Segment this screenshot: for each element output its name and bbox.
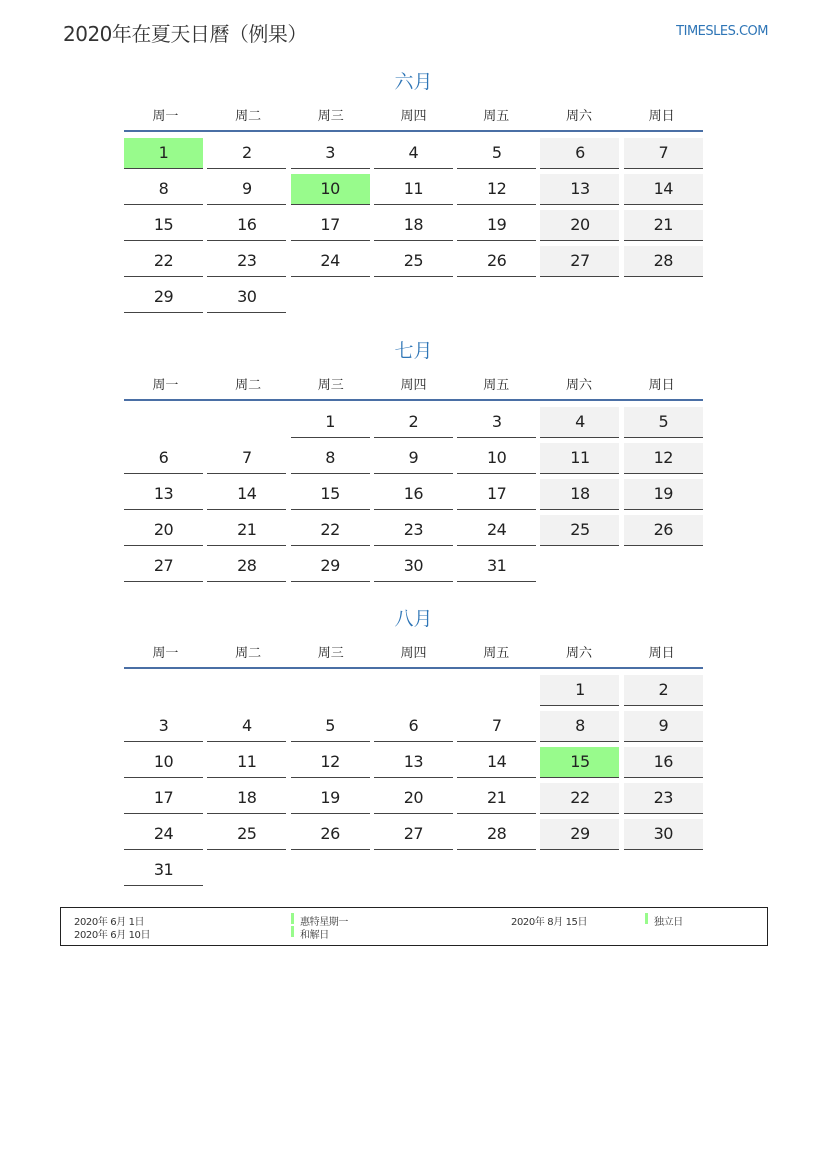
weekday-label: 周一 — [152, 377, 179, 393]
weekday-label: 周六 — [565, 377, 592, 393]
day-grid — [124, 138, 703, 313]
day-cell: 7 — [207, 443, 286, 474]
weekday-label: 周日 — [648, 108, 675, 124]
empty-day-cell — [374, 675, 453, 705]
day-cell: 13 — [374, 747, 453, 778]
day-cell: 8 — [124, 174, 203, 205]
day-cell: 28 — [457, 819, 536, 850]
empty-day-cell — [457, 855, 536, 885]
day-cell: 12 — [291, 747, 370, 778]
day-cell: 4 — [374, 138, 453, 169]
legend-holiday-name: 和解日 — [300, 930, 329, 941]
empty-day-cell — [291, 282, 370, 312]
day-grid — [124, 407, 703, 582]
empty-day-cell — [291, 855, 370, 885]
holiday-legend — [60, 907, 768, 946]
weekend-day-cell: 20 — [540, 210, 619, 241]
weekday-label: 周三 — [317, 645, 344, 661]
site-link[interactable]: TIMESLES.COM — [676, 24, 768, 39]
day-cell: 21 — [457, 783, 536, 814]
day-cell: 25 — [207, 819, 286, 850]
holiday-day-cell: 1 — [124, 138, 203, 169]
day-cell: 9 — [207, 174, 286, 205]
day-cell: 18 — [207, 783, 286, 814]
empty-day-cell — [291, 675, 370, 705]
day-cell: 17 — [457, 479, 536, 510]
day-cell: 14 — [457, 747, 536, 778]
weekday-label: 周日 — [648, 377, 675, 393]
weekday-label: 周二 — [235, 377, 262, 393]
day-cell: 6 — [124, 443, 203, 474]
weekday-label: 周日 — [648, 645, 675, 661]
weekend-day-cell: 28 — [624, 246, 703, 277]
month-july — [124, 337, 703, 582]
day-cell: 24 — [124, 819, 203, 850]
day-cell: 26 — [457, 246, 536, 277]
weekend-day-cell: 27 — [540, 246, 619, 277]
day-cell: 13 — [124, 479, 203, 510]
weekend-day-cell: 18 — [540, 479, 619, 510]
weekend-day-cell: 30 — [624, 819, 703, 850]
day-cell: 3 — [124, 711, 203, 742]
day-cell: 1 — [291, 407, 370, 438]
month-title: 七月 — [394, 340, 433, 362]
day-cell: 27 — [124, 551, 203, 582]
day-cell: 31 — [124, 855, 203, 886]
day-cell: 11 — [374, 174, 453, 205]
weekday-label: 周四 — [400, 377, 427, 393]
empty-day-cell — [624, 855, 703, 885]
page-title: 2020年在夏天日曆（例果） — [63, 22, 307, 46]
day-cell: 30 — [207, 282, 286, 313]
day-cell: 4 — [207, 711, 286, 742]
day-grid — [124, 675, 703, 886]
empty-day-cell — [624, 282, 703, 312]
weekend-day-cell: 9 — [624, 711, 703, 742]
weekday-label: 周二 — [235, 108, 262, 124]
day-cell: 11 — [207, 747, 286, 778]
weekend-day-cell: 26 — [624, 515, 703, 546]
day-cell: 17 — [291, 210, 370, 241]
weekend-day-cell: 25 — [540, 515, 619, 546]
weekend-day-cell: 29 — [540, 819, 619, 850]
empty-day-cell — [124, 675, 203, 705]
day-cell: 16 — [207, 210, 286, 241]
day-cell: 19 — [457, 210, 536, 241]
day-cell: 29 — [291, 551, 370, 582]
weekday-label: 周四 — [400, 108, 427, 124]
weekend-day-cell: 12 — [624, 443, 703, 474]
weekend-day-cell: 6 — [540, 138, 619, 169]
day-cell: 15 — [291, 479, 370, 510]
day-cell: 24 — [457, 515, 536, 546]
day-cell: 22 — [124, 246, 203, 277]
day-cell: 24 — [291, 246, 370, 277]
weekend-day-cell: 22 — [540, 783, 619, 814]
weekday-header — [124, 98, 703, 132]
day-cell: 18 — [374, 210, 453, 241]
day-cell: 31 — [457, 551, 536, 582]
weekend-day-cell: 11 — [540, 443, 619, 474]
weekday-label: 周二 — [235, 645, 262, 661]
day-cell: 23 — [374, 515, 453, 546]
holiday-day-cell: 15 — [540, 747, 619, 778]
day-cell: 9 — [374, 443, 453, 474]
day-cell: 29 — [124, 282, 203, 313]
day-cell: 6 — [374, 711, 453, 742]
empty-day-cell — [374, 282, 453, 312]
legend-holiday-name: 惠特星期一 — [300, 917, 348, 928]
weekday-label: 周六 — [565, 108, 592, 124]
day-cell: 26 — [291, 819, 370, 850]
legend-date: 2020年 6月 10日 — [74, 930, 151, 941]
day-cell: 3 — [291, 138, 370, 169]
day-cell: 19 — [291, 783, 370, 814]
weekend-day-cell: 5 — [624, 407, 703, 438]
day-cell: 21 — [207, 515, 286, 546]
day-cell: 16 — [374, 479, 453, 510]
day-cell: 23 — [207, 246, 286, 277]
day-cell: 10 — [124, 747, 203, 778]
holiday-day-cell: 10 — [291, 174, 370, 205]
weekday-label: 周六 — [565, 645, 592, 661]
weekday-label: 周五 — [483, 377, 510, 393]
empty-day-cell — [624, 551, 703, 581]
day-cell: 5 — [291, 711, 370, 742]
day-cell: 5 — [457, 138, 536, 169]
weekend-day-cell: 16 — [624, 747, 703, 778]
month-title: 八月 — [394, 608, 433, 630]
day-cell: 20 — [374, 783, 453, 814]
weekday-label: 周四 — [400, 645, 427, 661]
day-cell: 28 — [207, 551, 286, 582]
holiday-marker — [291, 913, 294, 924]
weekend-day-cell: 2 — [624, 675, 703, 706]
legend-date: 2020年 6月 1日 — [74, 917, 145, 928]
empty-day-cell — [540, 855, 619, 885]
day-cell: 20 — [124, 515, 203, 546]
holiday-marker — [645, 913, 648, 924]
weekend-day-cell: 23 — [624, 783, 703, 814]
empty-day-cell — [124, 407, 203, 437]
day-cell: 2 — [207, 138, 286, 169]
day-cell: 17 — [124, 783, 203, 814]
day-cell: 2 — [374, 407, 453, 438]
holiday-marker — [291, 926, 294, 937]
weekend-day-cell: 1 — [540, 675, 619, 706]
day-cell: 27 — [374, 819, 453, 850]
day-cell: 7 — [457, 711, 536, 742]
empty-day-cell — [457, 675, 536, 705]
weekend-day-cell: 7 — [624, 138, 703, 169]
month-august — [124, 605, 703, 886]
empty-day-cell — [207, 407, 286, 437]
weekday-label: 周一 — [152, 108, 179, 124]
day-cell: 25 — [374, 246, 453, 277]
weekday-header — [124, 367, 703, 401]
empty-day-cell — [457, 282, 536, 312]
day-cell: 15 — [124, 210, 203, 241]
weekday-label: 周三 — [317, 377, 344, 393]
weekday-label: 周五 — [483, 645, 510, 661]
weekend-day-cell: 14 — [624, 174, 703, 205]
empty-day-cell — [374, 855, 453, 885]
day-cell: 8 — [291, 443, 370, 474]
weekend-day-cell: 21 — [624, 210, 703, 241]
day-cell: 22 — [291, 515, 370, 546]
weekday-label: 周三 — [317, 108, 344, 124]
day-cell: 10 — [457, 443, 536, 474]
day-cell: 14 — [207, 479, 286, 510]
empty-day-cell — [207, 675, 286, 705]
day-cell: 3 — [457, 407, 536, 438]
weekend-day-cell: 13 — [540, 174, 619, 205]
month-june — [124, 68, 703, 313]
weekday-label: 周五 — [483, 108, 510, 124]
weekend-day-cell: 4 — [540, 407, 619, 438]
month-title: 六月 — [394, 71, 433, 93]
day-cell: 12 — [457, 174, 536, 205]
empty-day-cell — [540, 551, 619, 581]
legend-date: 2020年 8月 15日 — [511, 917, 588, 928]
weekend-day-cell: 19 — [624, 479, 703, 510]
weekday-label: 周一 — [152, 645, 179, 661]
day-cell: 30 — [374, 551, 453, 582]
legend-holiday-name: 独立日 — [654, 917, 683, 928]
empty-day-cell — [540, 282, 619, 312]
weekday-header — [124, 635, 703, 669]
empty-day-cell — [207, 855, 286, 885]
weekend-day-cell: 8 — [540, 711, 619, 742]
